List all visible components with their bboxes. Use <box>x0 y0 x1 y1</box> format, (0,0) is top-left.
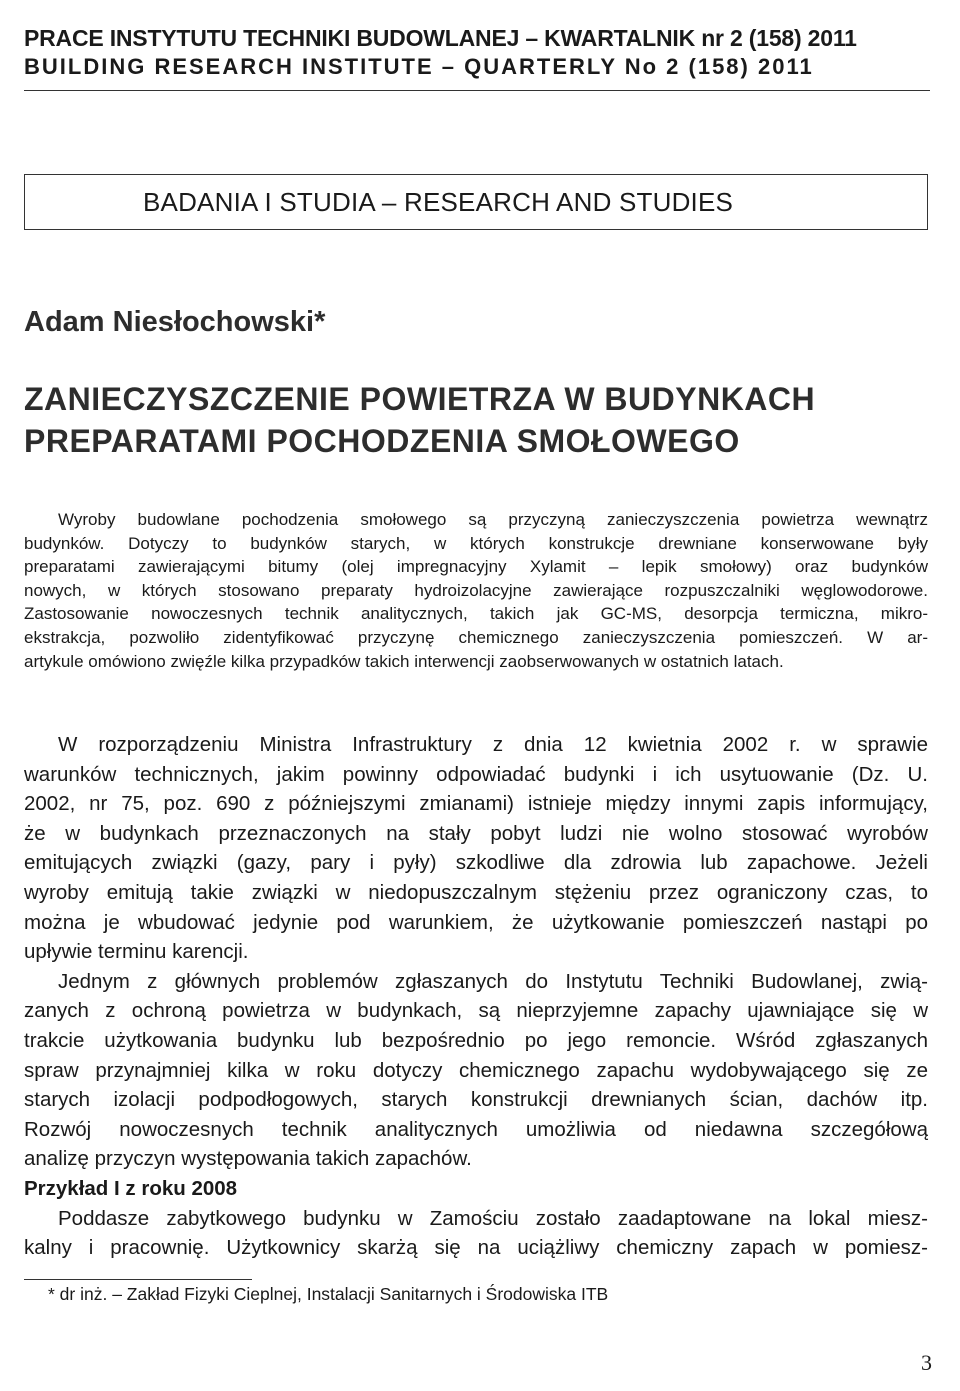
article-title <box>24 378 815 462</box>
body-paragraph-1-line: emitujących związki (gazy, pary i pyły) szkodliwe dla zdrowia lub zapachowe. Jeżeli <box>24 851 928 875</box>
header-rule <box>24 90 930 91</box>
abstract-line: Wyroby budowlane pochodzenia smołowego są przyczyną zanieczyszczenia powietrza wewnątrz <box>58 510 928 529</box>
body-paragraph-1-line: W rozporządzeniu Ministra Infrastruktury z dnia 12 kwietnia 2002 r. w sprawie <box>58 733 928 756</box>
author-name: Adam Niesłochowski* <box>24 306 326 338</box>
body-paragraph-2-line: zanych z ochroną powietrza w budynkach, są nieprzyjemne zapachy ujawniające się w <box>24 999 928 1023</box>
abstract-line: ekstrakcja, pozwoliło zidentyfikować przyczynę chemicznego zanieczyszczenia pomieszczeń. W ar- <box>24 627 928 647</box>
body-paragraph-1-line: że w budynkach przeznaczonych na stały pobyt ludzi nie wolno stosować wyrobów <box>24 821 928 845</box>
body-paragraph-2-line: spraw przynajmniej kilka w roku dotyczy chemicznego zapachu wydobywającego się ze <box>24 1058 928 1082</box>
journal-title-english: BUILDING RESEARCH INSTITUTE – QUARTERLY No 2 (158) 2011 <box>24 54 814 79</box>
abstract-line: preparatami zawierającymi bitumy (olej impregnacyjny Xylamit – lepik smołowy) oraz budynków <box>24 557 928 577</box>
abstract-line: nowych, w których stosowano preparaty hydroizolacyjne zawierające rozpuszczalniki węglowodorowe. <box>24 580 928 600</box>
abstract-line: Zastosowanie nowoczesnych technik analitycznych, takich jak GC-MS, desorpcja termiczna, mikro- <box>24 604 928 624</box>
body-paragraph-1-line: 2002, nr 75, poz. 690 z późniejszymi zmianami) istnieje między innymi zapis informujący, <box>24 792 928 816</box>
body-paragraph-1-line: wyroby emitują takie związki w niedopuszczalnym stężeniu przez ograniczony czas, to <box>24 880 928 904</box>
page-number: 3 <box>921 1350 932 1375</box>
section-title: BADANIA I STUDIA – RESEARCH AND STUDIES <box>143 187 734 217</box>
body-paragraph-2-line: trakcie użytkowania budynku lub bezpośrednio po jego remoncie. Wśród zgłaszanych <box>24 1028 928 1052</box>
example-heading: Przykład I z roku 2008 <box>24 1176 238 1200</box>
body-paragraph-3-line: kalny i pracownię. Użytkownicy skarżą się na uciążliwy chemiczny zapach w pomiesz- <box>24 1236 928 1260</box>
body-paragraph-1-line: upływie terminu karencji. <box>24 940 249 964</box>
body-paragraph-2-line: Jednym z głównych problemów zgłaszanych do Instytutu Techniki Budowlanej, zwią- <box>58 969 928 993</box>
article-title-line-1: ZANIECZYSZCZENIE POWIETRZA W BUDYNKACH <box>24 381 816 417</box>
article-title-line-2: PREPARATAMI POCHODZENIA SMOŁOWEGO <box>24 423 740 459</box>
body-paragraph-1-line: warunków technicznych, jakim powinny odpowiadać budynki i ich usytuowanie (Dz. U. <box>24 762 928 786</box>
footnote: * dr inż. – Zakład Fizyki Cieplnej, Instalacji Sanitarnych i Środowiska ITB <box>48 1284 609 1304</box>
abstract <box>24 508 928 673</box>
journal-header <box>24 24 930 81</box>
journal-title-polish: PRACE INSTYTUTU TECHNIKI BUDOWLANEJ – KWARTALNIK nr 2 (158) 2011 <box>24 25 857 51</box>
section-box <box>24 174 928 230</box>
footnote-rule <box>24 1279 252 1280</box>
article-body <box>24 730 928 1263</box>
abstract-line: budynków. Dotyczy to budynków starych, w których konstrukcje drewniane konserwowane były <box>24 533 928 553</box>
body-paragraph-3-line: Poddasze zabytkowego budynku w Zamościu zostało zaadaptowane na lokal miesz- <box>58 1206 928 1230</box>
body-paragraph-1-line: można je wbudować jedynie pod warunkiem, że użytkowanie pomieszczeń nastąpi po <box>24 910 928 934</box>
body-paragraph-2-line: starych izolacji podpodłogowych, starych konstrukcji drewnianych ścian, dachów itp. <box>24 1088 928 1112</box>
abstract-line: artykule omówiono zwięźle kilka przypadków takich interwencji zaobserwowanych w ostatnich latach. <box>24 651 784 671</box>
body-paragraph-2-line: analizę przyczyn występowania takich zapachów. <box>24 1147 472 1171</box>
body-paragraph-2-line: Rozwój nowoczesnych technik analitycznych umożliwia od niedawna szczegółową <box>24 1117 928 1141</box>
